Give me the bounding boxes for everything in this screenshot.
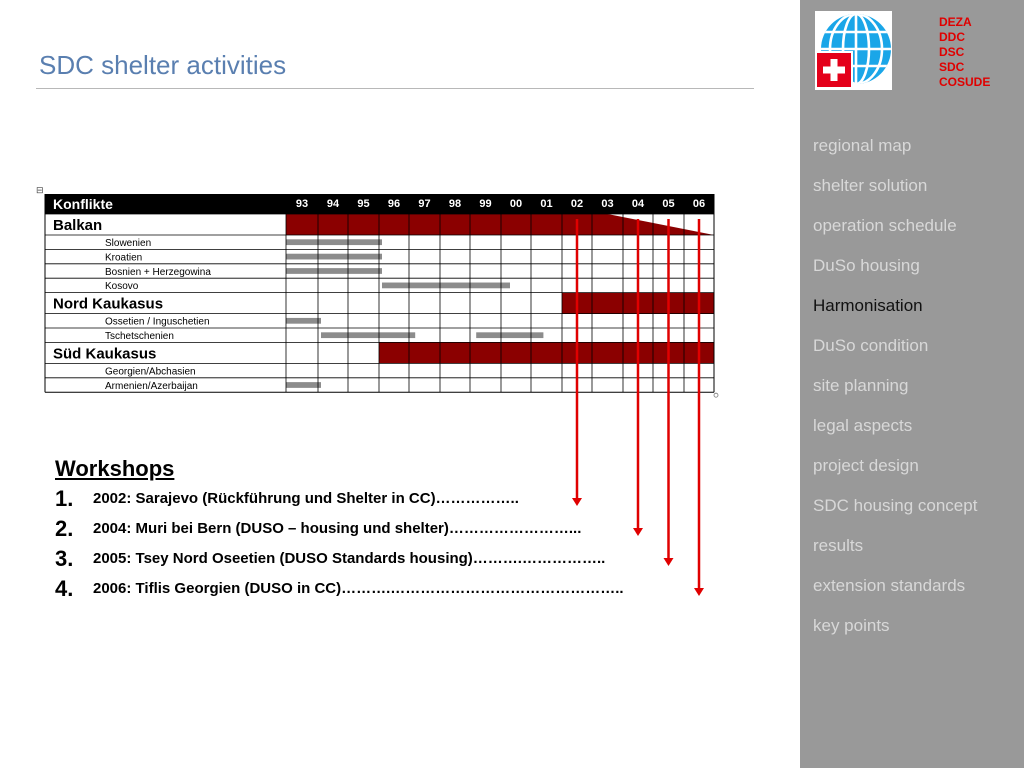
gantt-row-label: Armenien/Azerbaijan (105, 380, 198, 392)
gantt-row-label: Georgien/Abchasien (105, 366, 196, 378)
gantt-header-bar (45, 194, 714, 214)
workshop-number: 3. (55, 546, 74, 571)
nav-item-site-planning[interactable]: site planning (813, 376, 909, 395)
slide-title: SDC shelter activities (39, 50, 287, 80)
org-name-deza: DEZA (939, 15, 972, 29)
conflict-timeline-chart (36, 185, 736, 425)
nav-item-project-design[interactable]: project design (813, 456, 919, 475)
gantt-year-label: 98 (448, 198, 462, 210)
workshop-number: 4. (55, 576, 74, 601)
nav-item-shelter-solution[interactable]: shelter solution (813, 176, 928, 195)
gantt-group-label: Nord Kaukasus (53, 295, 164, 313)
workshop-text: 2006: Tiflis Georgien (DUSO in CC)……….……………………………………….. (93, 580, 624, 597)
gantt-row-label: Tschetschenien (105, 331, 174, 342)
workshop-arrow-head (633, 528, 643, 536)
gantt-bar-gray (476, 332, 543, 338)
gantt-header-label: Konflikte (53, 196, 113, 212)
gantt-row-label: Ossetien / Inguschetien (105, 316, 210, 328)
table-marker-icon: ⊟ (36, 185, 44, 195)
sidebar-nav (813, 136, 977, 656)
gantt-bar-dark (379, 342, 714, 363)
workshops-section (55, 456, 624, 606)
resize-handle-icon (714, 393, 718, 397)
gantt-bar-gray (321, 332, 415, 338)
workshops-heading: Workshops (55, 456, 175, 481)
workshop-item (55, 516, 582, 546)
workshop-arrow-head (664, 558, 674, 566)
nav-item-results[interactable]: results (813, 536, 864, 555)
workshop-item (55, 576, 624, 606)
workshop-item (55, 546, 606, 576)
title-divider (36, 88, 754, 89)
gantt-year-label: 95 (357, 198, 370, 210)
gantt-year-label: 94 (326, 198, 340, 210)
workshop-text: 2002: Sarajevo (Rückführung und Shelter in CC)…………….. (93, 490, 519, 507)
gantt-year-label: 06 (692, 198, 706, 210)
gantt-year-label: 05 (662, 198, 675, 210)
nav-item-key-points[interactable]: key points (813, 616, 890, 635)
gantt-row-label: Kosovo (105, 281, 139, 293)
gantt-bar-dark (286, 214, 714, 235)
gantt-group-label: Süd Kaukasus (53, 345, 157, 363)
gantt-bar-gray (286, 318, 321, 324)
gantt-year-label: 01 (540, 198, 553, 210)
sdc-logo (815, 11, 892, 90)
org-name-dsc: DSC (939, 45, 965, 59)
gantt-row-label: Kroatien (105, 252, 143, 264)
workshop-text: 2005: Tsey Nord Oseetien (DUSO Standards housing)……….…………….. (93, 550, 606, 567)
nav-item-harmonisation[interactable]: Harmonisation (813, 296, 923, 315)
gantt-year-label: 93 (295, 198, 309, 210)
gantt-bar-gray (286, 382, 321, 388)
gantt-year-label: 00 (509, 198, 523, 210)
nav-item-regional-map[interactable]: regional map (813, 136, 912, 155)
workshop-item (55, 486, 519, 516)
nav-item-sdc-housing-concept[interactable]: SDC housing concept (813, 496, 978, 515)
gantt-year-label: 97 (418, 198, 431, 210)
gantt-year-label: 99 (479, 198, 492, 210)
gantt-year-label: 04 (631, 198, 645, 210)
workshop-number: 1. (55, 486, 74, 511)
nav-item-duso-housing[interactable]: DuSo housing (813, 256, 920, 275)
gantt-year-label: 02 (570, 198, 584, 210)
workshop-arrow-head (694, 588, 704, 596)
gantt-year-label: 96 (387, 198, 401, 210)
gantt-bar-dark (562, 293, 714, 314)
org-name-sdc: SDC (939, 60, 965, 74)
globe-swiss-cross-icon (815, 11, 892, 90)
workshop-number: 2. (55, 516, 74, 541)
nav-item-operation-schedule[interactable]: operation schedule (813, 216, 957, 235)
workshop-text: 2004: Muri bei Bern (DUSO – housing und shelter)……………………... (93, 520, 582, 537)
nav-item-extension-standards[interactable]: extension standards (813, 576, 966, 595)
gantt-group-label: Balkan (53, 217, 103, 234)
org-names (939, 15, 990, 90)
workshop-arrow-head (572, 498, 582, 506)
gantt-bar-gray (286, 254, 382, 260)
org-name-ddc: DDC (939, 30, 965, 44)
nav-item-duso-condition[interactable]: DuSo condition (813, 336, 929, 355)
org-name-cosude: COSUDE (939, 75, 991, 89)
gantt-bar-gray (382, 283, 510, 289)
gantt-bar-gray (286, 239, 382, 245)
gantt-row-label: Slowenien (105, 238, 152, 249)
gantt-row-label: Bosnien + Herzegowina (105, 266, 211, 278)
nav-item-legal-aspects[interactable]: legal aspects (813, 416, 913, 435)
gantt-year-label: 03 (601, 198, 614, 210)
gantt-bar-gray (286, 268, 382, 274)
